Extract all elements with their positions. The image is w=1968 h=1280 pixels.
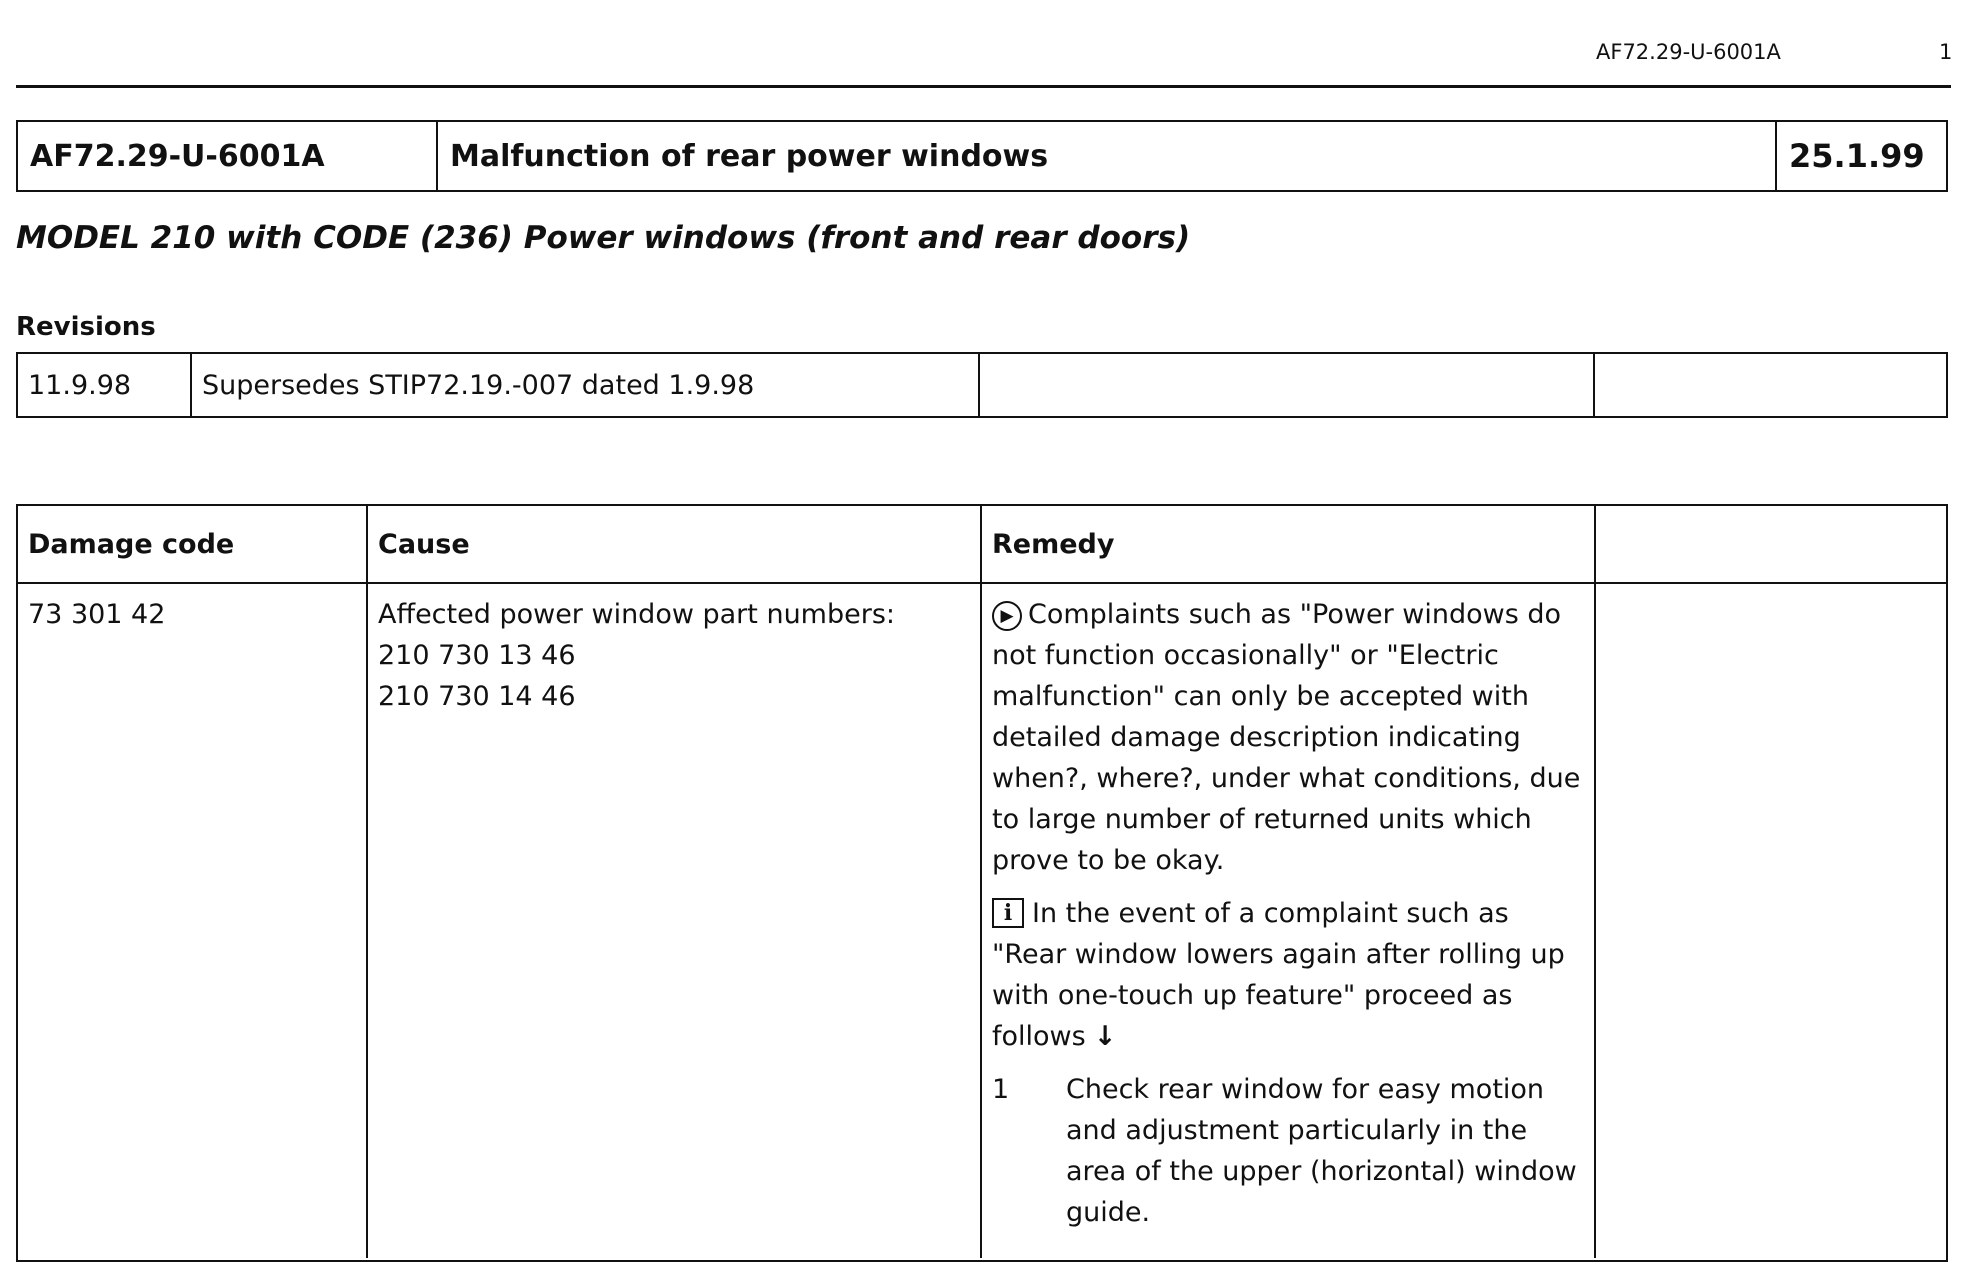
running-header <box>0 40 1968 70</box>
cause-intro: Affected power window part numbers: <box>378 599 895 630</box>
remedy-step <box>992 1069 1594 1233</box>
header-extra <box>1596 506 1946 582</box>
running-header-doc-ref: AF72.29-U-6001A <box>1596 40 1781 64</box>
remedy-note-info-text: In the event of a complaint such as "Rear window lowers again after rolling up with one-touch up feature" proceed as follows <box>992 898 1565 1052</box>
remedy-note-complaints <box>992 594 1594 881</box>
revision-empty-cell <box>980 354 1595 416</box>
revision-text: Supersedes STIP72.19.-007 dated 1.9.98 <box>192 354 980 416</box>
cause-cell <box>368 584 982 1258</box>
remedy-note-info <box>992 893 1594 1057</box>
header-damage-code: Damage code <box>18 506 368 582</box>
header-rule <box>16 85 1951 88</box>
title-table <box>16 120 1948 192</box>
remedy-cell <box>982 584 1596 1258</box>
part-number: 210 730 14 46 <box>378 681 576 712</box>
arrow-down-icon: ↓ <box>1093 1021 1117 1052</box>
header-cause: Cause <box>368 506 982 582</box>
damage-table-header-row <box>18 506 1946 584</box>
part-number: 210 730 13 46 <box>378 640 576 671</box>
info-icon: i <box>992 898 1024 928</box>
page-title: Malfunction of rear power windows <box>438 122 1777 190</box>
arrow-circle-icon: ▶ <box>992 601 1022 631</box>
revision-empty-cell <box>1595 354 1946 416</box>
revisions-label: Revisions <box>16 312 156 342</box>
title-date: 25.1.99 <box>1789 137 1925 175</box>
extra-cell <box>1596 584 1946 1258</box>
model-line: MODEL 210 with CODE (236) Power windows (front and rear doors) <box>16 220 1191 256</box>
table-row <box>18 584 1946 1258</box>
title-doc-code: AF72.29-U-6001A <box>18 122 438 190</box>
header-remedy: Remedy <box>982 506 1596 582</box>
revision-date: 11.9.98 <box>18 354 192 416</box>
page-number: 1 <box>1939 40 1953 64</box>
revisions-table <box>16 352 1948 418</box>
step-text: Check rear window for easy motion and adjustment particularly in the area of the upper (horizontal) window guide. <box>1066 1074 1577 1228</box>
damage-code-value: 73 301 42 <box>18 584 368 1258</box>
step-number: 1 <box>992 1074 1010 1105</box>
damage-table <box>16 504 1948 1262</box>
remedy-note-complaints-text: Complaints such as "Power windows do not function occasionally" or "Electric malfunction" can only be accepted with detailed damage description indicating when?, where?, under what conditions, due to large number of returned units which prove to be okay. <box>992 599 1581 876</box>
